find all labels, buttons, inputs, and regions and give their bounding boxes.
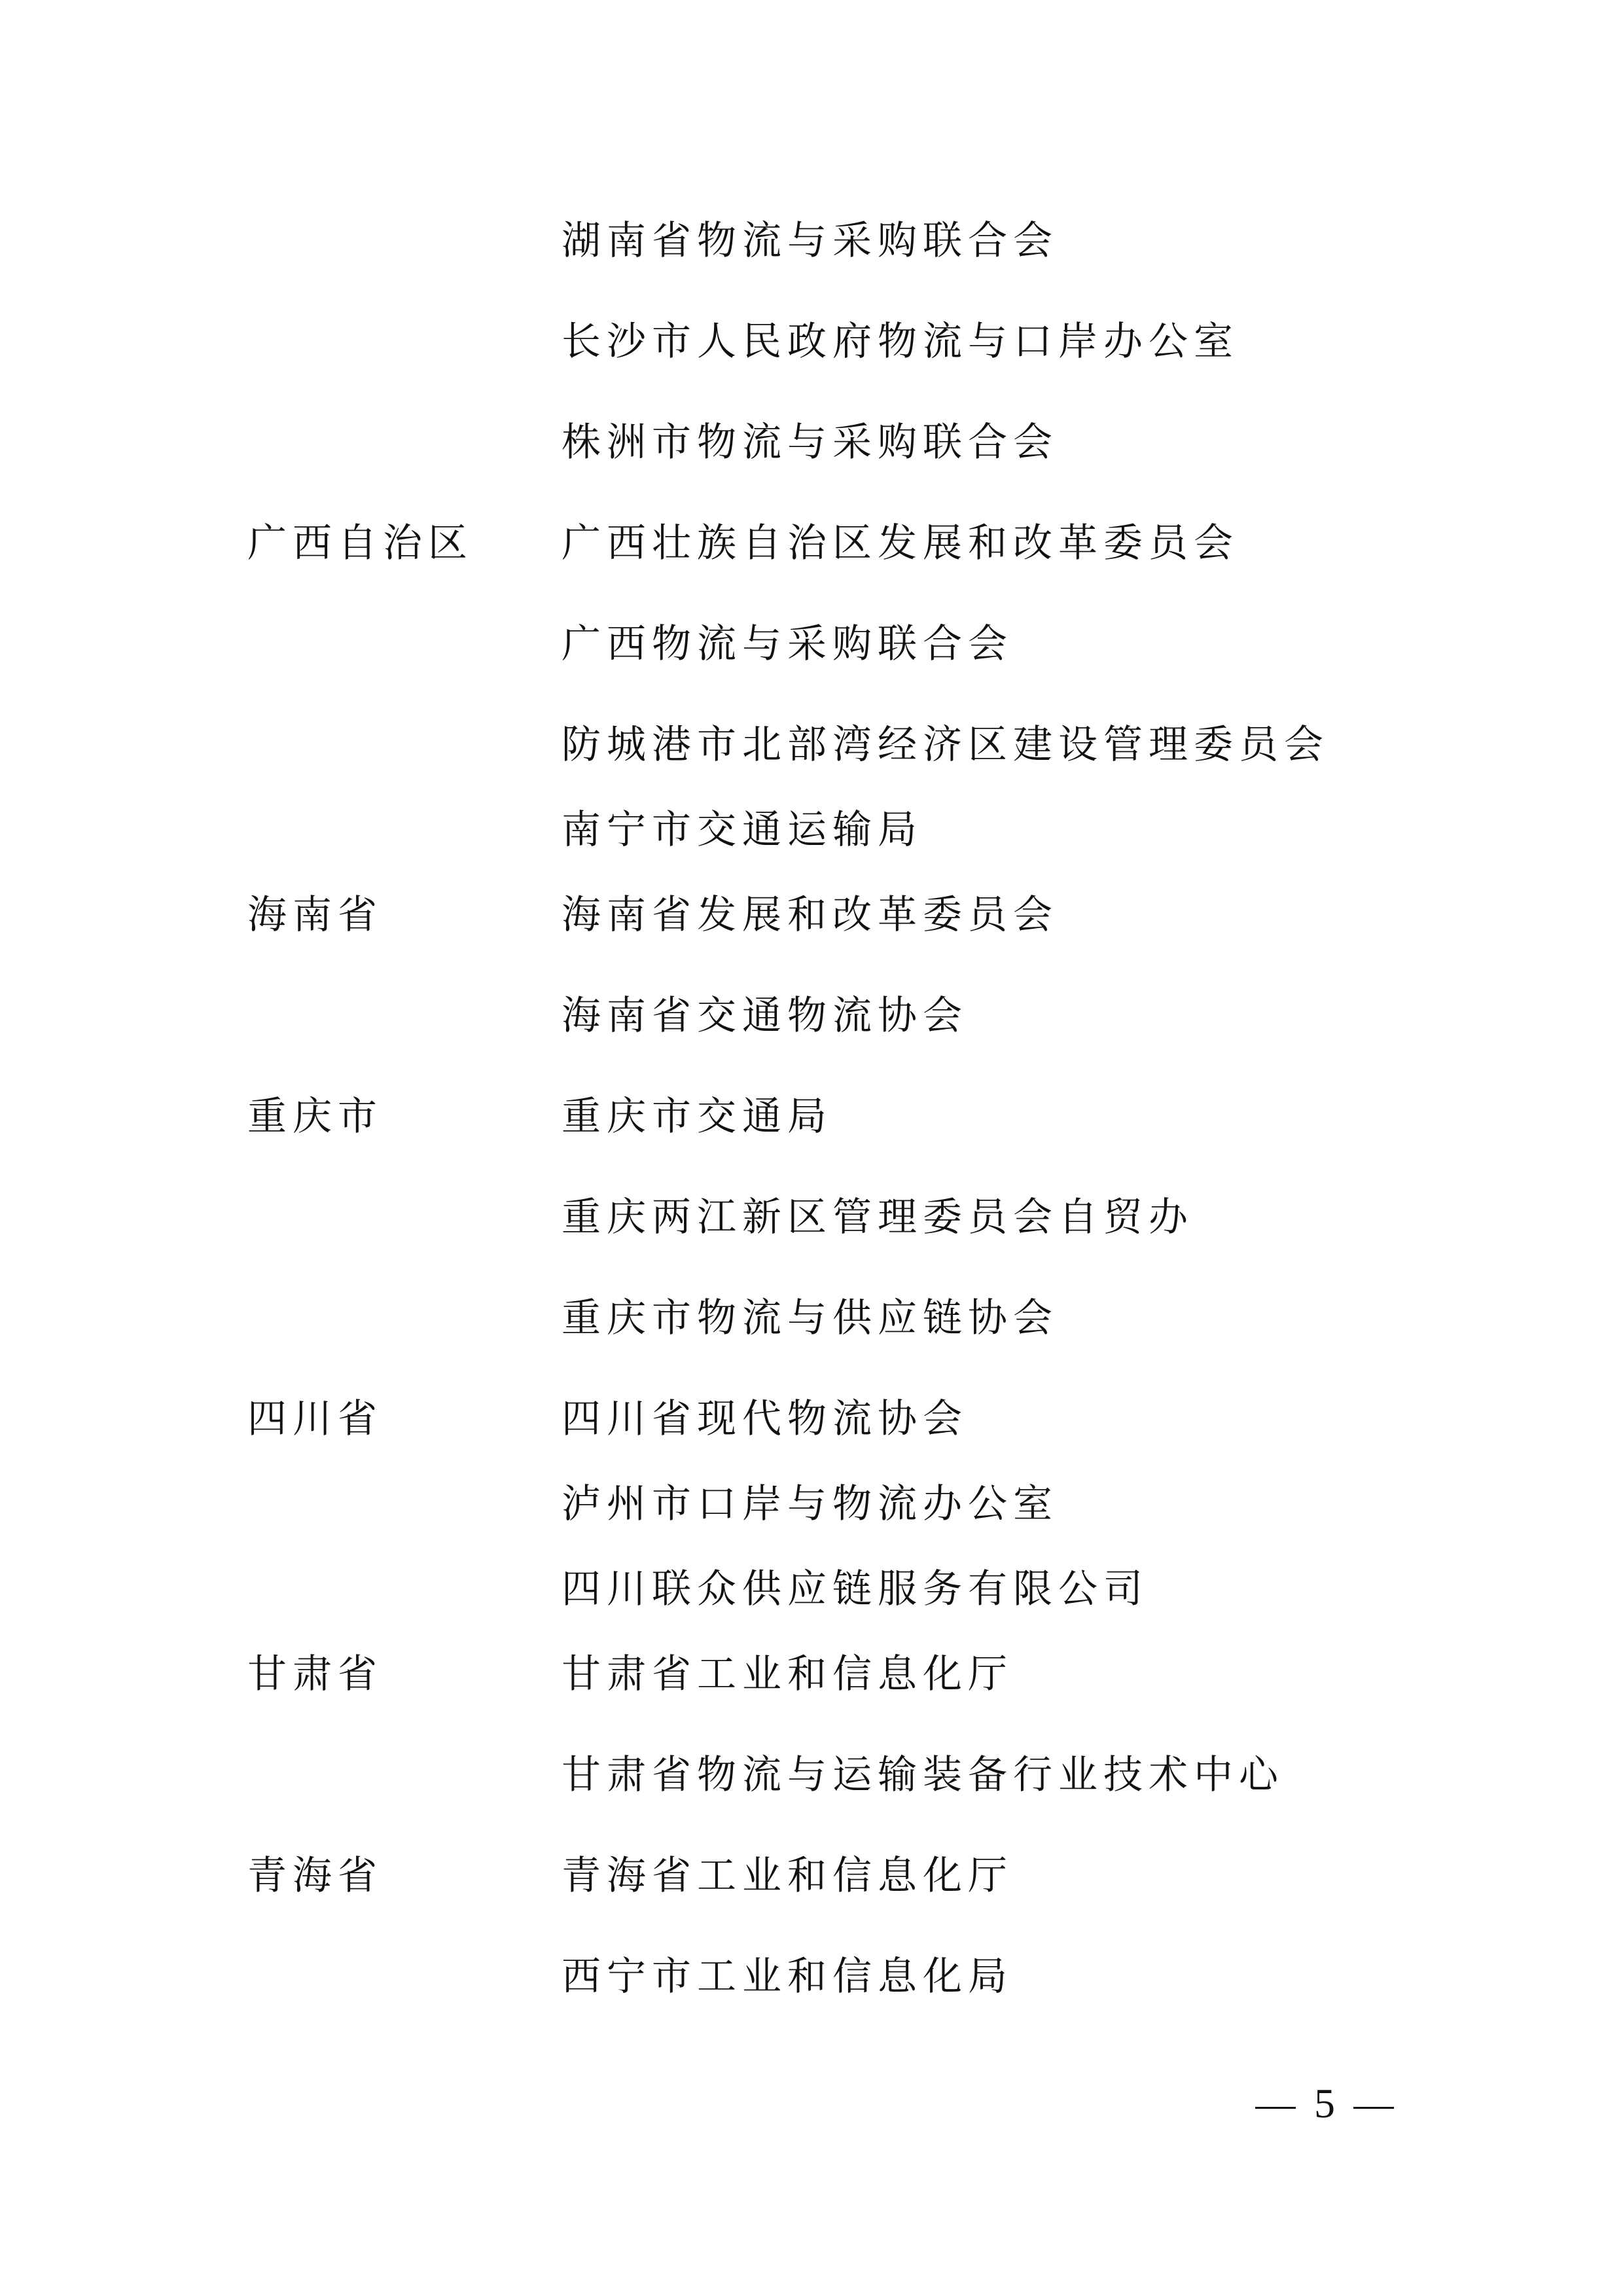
region-name: 重庆市 — [247, 1094, 383, 1139]
org-name: 南宁市交通运输局 — [562, 807, 923, 853]
org-name: 四川联众供应链服务有限公司 — [562, 1566, 1149, 1612]
org-name: 青海省工业和信息化厅 — [562, 1853, 1013, 1899]
org-name: 甘肃省工业和信息化厅 — [562, 1651, 1013, 1697]
page-number — [1237, 2080, 1412, 2127]
org-name: 重庆市交通局 — [562, 1094, 832, 1139]
org-name: 广西壮族自治区发展和改革委员会 — [562, 520, 1239, 566]
org-name: 四川省现代物流协会 — [562, 1396, 968, 1442]
region-name: 甘肃省 — [247, 1651, 383, 1697]
org-name: 株洲市物流与采购联合会 — [562, 420, 1058, 465]
org-name: 防城港市北部湾经济区建设管理委员会 — [562, 722, 1329, 768]
dash-right — [1353, 2107, 1394, 2109]
org-name: 长沙市人民政府物流与口岸办公室 — [562, 319, 1239, 365]
org-name: 甘肃省物流与运输装备行业技术中心 — [562, 1752, 1284, 1798]
org-name: 海南省交通物流协会 — [562, 993, 968, 1039]
region-name: 广西自治区 — [247, 520, 473, 566]
org-name: 西宁市工业和信息化局 — [562, 1954, 1013, 2000]
region-name: 海南省 — [247, 892, 383, 938]
region-name: 四川省 — [247, 1396, 383, 1442]
dash-left — [1255, 2107, 1296, 2109]
org-name: 海南省发展和改革委员会 — [562, 892, 1058, 938]
page-number-value: 5 — [1314, 2080, 1335, 2126]
org-name: 广西物流与采购联合会 — [562, 621, 1013, 667]
org-name: 泸州市口岸与物流办公室 — [562, 1481, 1058, 1527]
org-name: 重庆市物流与供应链协会 — [562, 1295, 1058, 1341]
org-name: 重庆两江新区管理委员会自贸办 — [562, 1194, 1194, 1240]
region-name: 青海省 — [247, 1853, 383, 1899]
org-name: 湖南省物流与采购联合会 — [562, 218, 1058, 264]
